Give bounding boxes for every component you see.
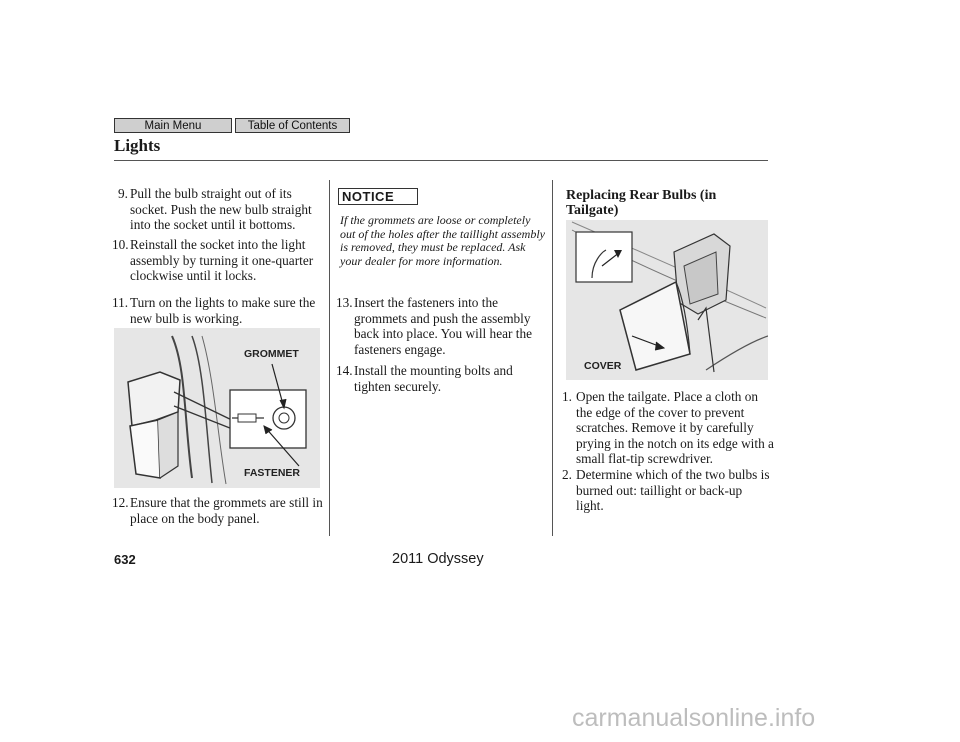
main-menu-button[interactable]: Main Menu [114,118,232,133]
page-title: Lights [114,136,161,155]
notice-box: NOTICE [338,188,418,205]
title-rule [114,160,768,161]
column-divider-left [329,180,330,536]
column-divider-right [552,180,553,536]
section-heading: Replacing Rear Bulbs (in Tailgate) [566,188,717,218]
fastener-label: FASTENER [244,467,301,479]
cover-label: COVER [584,360,622,372]
tailgate-cover-figure [566,220,768,380]
tailgate-cover-illustration [566,220,768,380]
watermark: carmanualsonline.info [572,704,816,732]
footer-model: 2011 Odyssey [392,551,484,567]
page-number: 632 [114,552,136,567]
grommet-label: GROMMET [244,348,299,360]
notice-text: If the grommets are loose or completely out of the holes after the taillight assembly is removed, they must be replaced. Ask your dealer for more information. [340,213,545,268]
table-of-contents-button[interactable]: Table of Contents [235,118,350,133]
